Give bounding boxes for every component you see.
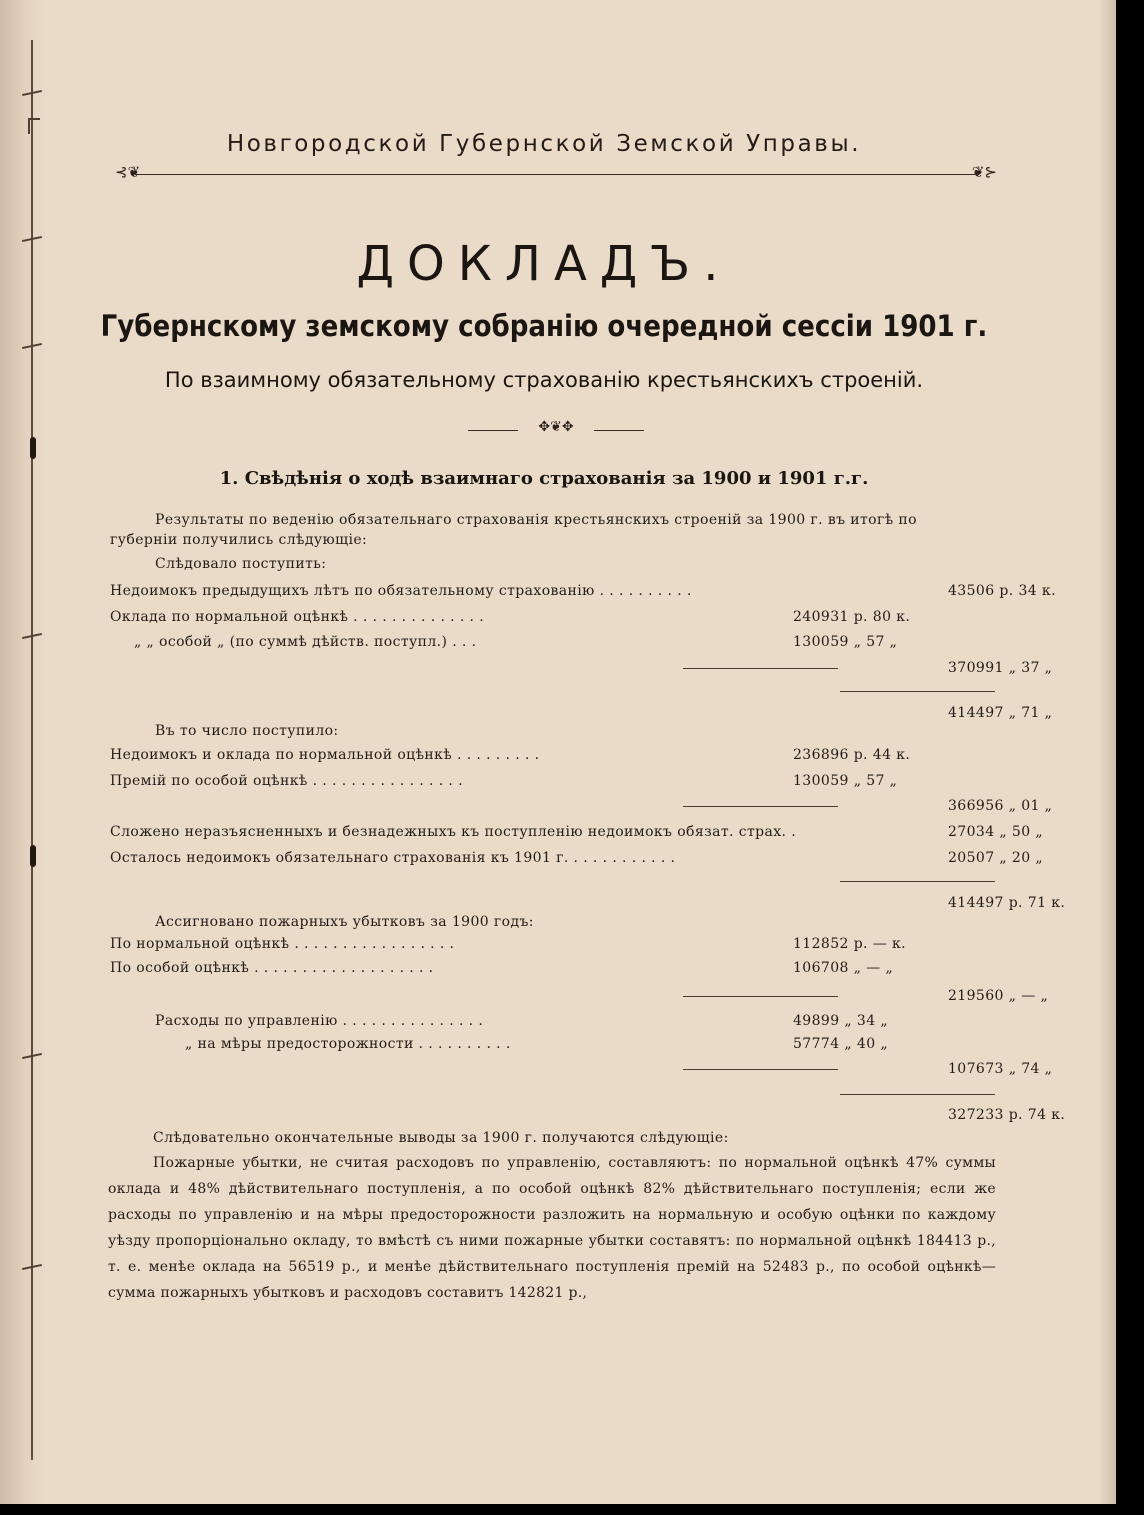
intro-line-2: губерніи получились слѣдующіе: [110, 532, 368, 548]
row-amount: 112852 р. — к. [793, 936, 907, 952]
document-subtitle: Губернскому земскому собранію очередной сессіи 1901 г. [100, 309, 988, 343]
ornament-right-icon: ❦⊱ [971, 163, 997, 181]
row-amount: 240931 р. 80 к. [793, 609, 911, 625]
publisher-header: Новгородской Губернской Земской Управы. [226, 131, 862, 157]
row-label: По нормальной оцѣнкѣ . . . . . . . . . . . . . . . . . [110, 936, 455, 952]
conclusion-heading: Слѣдовательно окончательные выводы за 1900 г. получаются слѣдующіе: [153, 1130, 729, 1146]
row-label: „ на мѣры предосторожности . . . . . . . . . . [185, 1036, 511, 1052]
table-row [110, 850, 1044, 870]
table-row [110, 960, 996, 980]
divider-ornament-icon: ✥❦✥ [538, 419, 574, 435]
row-total: 327233 р. 74 к. [948, 1107, 1066, 1123]
table-row [110, 988, 1049, 1008]
row-total: 107673 „ 74 „ [948, 1061, 1053, 1077]
row-label: Недоимокъ и оклада по нормальной оцѣнкѣ . . . . . . . . . [110, 747, 540, 763]
intro-line-1: Результаты по веденію обязательнаго страхованія крестьянскихъ строеній за 1900 г. въ итогѣ по [155, 512, 917, 528]
total-rule [840, 1094, 995, 1095]
table-row [110, 723, 996, 743]
table-row [110, 773, 996, 793]
table-row [110, 747, 996, 767]
section-divider [468, 419, 644, 438]
row-total: 366956 „ 01 „ [948, 798, 1053, 814]
table-row [110, 1107, 1066, 1127]
row-amount: 106708 „ — „ [793, 960, 894, 976]
row-label: Осталось недоимокъ обязательнаго страхованія къ 1901 г. . . . . . . . . . . . [110, 850, 676, 866]
row-total: 370991 „ 37 „ [948, 660, 1053, 676]
ink-spot [30, 845, 36, 867]
row-label: Расходы по управленію . . . . . . . . . . . . . . . [155, 1013, 484, 1029]
table-row [110, 1061, 1053, 1081]
table-row [110, 609, 996, 629]
row-amount: 236896 р. 44 к. [793, 747, 911, 763]
table-row [110, 895, 1066, 915]
conclusion-paragraph: Пожарные убытки, не считая расходовъ по управленію, составляютъ: по нормальной оцѣнкѣ 47% суммы оклада и 48% дѣйствительнаго поступленія, а по особой оцѣнкѣ 82% дѣйствительнаго поступленія; если же расходы по управленію и на мѣры предосторожности разложить на нормальную и особую оцѣнки по каждому уѣзду пропорціонально окладу, то вмѣстѣ съ ними пожарные убытки составятъ: по нормальной оцѣнкѣ 184413 р., т. е. менѣе оклада на 56519 р., и менѣе дѣйствительнаго поступленія премій на 52483 р., по особой оцѣнкѣ—сумма пожарныхъ убытковъ и расходовъ составитъ 142821 р., [108, 1155, 996, 1301]
intro-line-3: Слѣдовало поступить: [155, 556, 327, 572]
row-label: Недоимокъ предыдущихъ лѣтъ по обязательному страхованію . . . . . . . . . . [110, 583, 692, 599]
table-row [110, 634, 996, 654]
row-total: 414497 „ 71 „ [948, 705, 1053, 721]
table-row [110, 1013, 996, 1033]
row-label: Ассигновано пожарныхъ убытковъ за 1900 годъ: [155, 914, 534, 930]
header-rule [115, 163, 997, 181]
table-row [110, 660, 1053, 680]
table-row [110, 824, 1044, 844]
row-label: По особой оцѣнкѣ . . . . . . . . . . . . . . . . . . . [110, 960, 434, 976]
binding-edge [0, 0, 46, 1504]
row-total: 20507 „ 20 „ [948, 850, 1044, 866]
row-total: 219560 „ — „ [948, 988, 1049, 1004]
table-row [110, 705, 1053, 725]
document-subtitle-2: По взаимному обязательному страхованію крестьянскихъ строеній. [164, 368, 924, 392]
table-row [110, 1036, 996, 1056]
row-amount: 57774 „ 40 „ [793, 1036, 889, 1052]
row-total: 414497 р. 71 к. [948, 895, 1066, 911]
ink-spot [30, 437, 36, 459]
total-rule [840, 881, 995, 882]
rule-line [135, 174, 977, 175]
row-label: Сложено неразъясненныхъ и безнадежныхъ къ поступленію недоимокъ обязат. страх. . [110, 824, 797, 840]
ornament-left-icon: ⊰❦ [115, 163, 141, 181]
row-label: „ „ особой „ (по суммѣ дѣйств. поступл.) . . . [134, 634, 477, 650]
row-amount: 130059 „ 57 „ [793, 634, 898, 650]
section-title: 1. Свѣдѣнія о ходѣ взаимнаго страхованія за 1900 и 1901 г.г. [219, 468, 869, 489]
table-row [110, 583, 1056, 603]
document-title: ДОКЛАДЪ. [356, 236, 732, 292]
row-total: 43506 р. 34 к. [948, 583, 1056, 599]
total-rule [840, 691, 995, 692]
table-row [110, 936, 996, 956]
table-row [110, 914, 996, 934]
row-amount: 49899 „ 34 „ [793, 1013, 889, 1029]
row-label: Оклада по нормальной оцѣнкѣ . . . . . . . . . . . . . . [110, 609, 485, 625]
row-label: Премій по особой оцѣнкѣ . . . . . . . . . . . . . . . . [110, 773, 463, 789]
divider-line-right [594, 430, 644, 431]
row-label: Въ то число поступило: [155, 723, 339, 739]
table-row [110, 798, 1053, 818]
row-total: 27034 „ 50 „ [948, 824, 1044, 840]
row-amount: 130059 „ 57 „ [793, 773, 898, 789]
